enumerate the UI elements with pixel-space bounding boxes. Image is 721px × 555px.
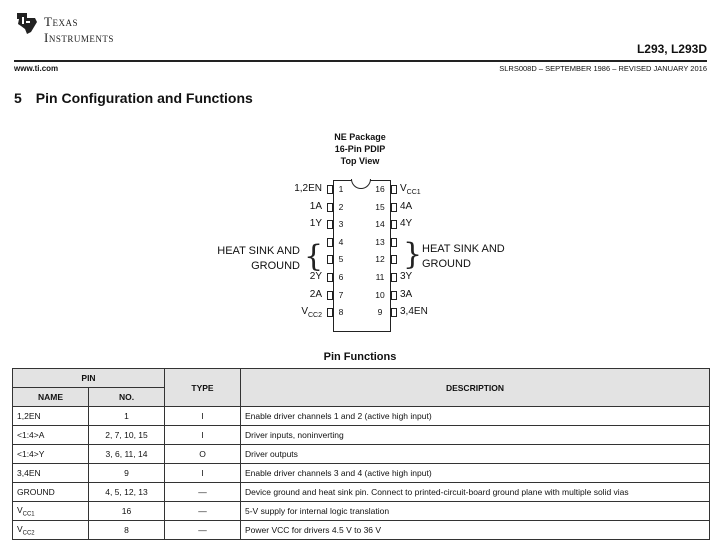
table-row [13, 407, 710, 426]
pin-label [400, 289, 460, 300]
pin-stub [327, 185, 333, 194]
pin-label-text: 1A [309, 200, 322, 212]
cell-pin-name [13, 426, 89, 445]
pin-label [400, 201, 460, 212]
pin-stub [327, 238, 333, 247]
logo-text-instruments: Instruments [44, 30, 114, 45]
pin-stub [391, 185, 397, 194]
cell-pin-no-text: 4, 5, 12, 13 [105, 487, 148, 497]
cell-pin-no [89, 445, 165, 464]
pin-number: 10 [375, 289, 385, 300]
cell-pin-no [89, 483, 165, 502]
cell-type [165, 521, 241, 540]
header-type: TYPE [165, 369, 241, 407]
pin-label [262, 201, 322, 212]
heat-sink-left-line2: GROUND [251, 260, 300, 272]
cell-type-text: — [198, 506, 207, 516]
cell-description-text: Enable driver channels 3 and 4 (active high input) [245, 468, 432, 478]
pin-label-text: 3,4EN [400, 306, 428, 318]
cell-description-text: Power VCC for drivers 4.5 V to 36 V [245, 525, 382, 535]
pin-stub [327, 203, 333, 212]
pin-stub [327, 308, 333, 317]
cell-pin-name-text: <1:4>A [17, 430, 45, 440]
table-body [13, 407, 710, 540]
cell-pin-no-text: 2, 7, 10, 15 [105, 430, 148, 440]
pin-number: 2 [338, 201, 344, 212]
document-id: SLRS008D – SEPTEMBER 1986 – REVISED JANUARY 2016 [499, 64, 707, 73]
table-row [13, 445, 710, 464]
pin-number: 9 [377, 307, 383, 318]
cell-description-text: 5-V supply for internal logic translation [245, 506, 390, 516]
cell-description-text: Device ground and heat sink pin. Connect to printed-circuit-board ground plane with multiple solid vias [245, 487, 629, 497]
cell-type-text: — [198, 487, 207, 497]
package-view: Top View [340, 156, 380, 166]
cell-pin-no-text: 8 [124, 525, 129, 535]
pin-number: 3 [338, 219, 344, 230]
website-link[interactable]: www.ti.com [14, 64, 59, 73]
cell-type-text: I [201, 411, 204, 421]
pin-label-text: 1,2EN [294, 183, 322, 194]
pin-number: 12 [375, 254, 385, 265]
pin-label [400, 183, 460, 196]
table-row [13, 483, 710, 502]
pin-label [400, 218, 460, 229]
table-row [13, 464, 710, 483]
pin-number: 11 [375, 272, 385, 282]
pin-number: 6 [338, 272, 344, 282]
pin-label [262, 218, 322, 229]
cell-description [241, 521, 710, 540]
cell-description [241, 502, 710, 521]
pin-stub [327, 220, 333, 229]
pin-stub [391, 238, 397, 247]
cell-pin-name-text: V [17, 523, 23, 534]
pin-stub [391, 255, 397, 264]
cell-pin-name-text: <1:4>Y [17, 449, 45, 459]
heat-sink-label-left [204, 244, 300, 274]
pin-stub [391, 203, 397, 212]
cell-type [165, 407, 241, 426]
heat-sink-label-right [422, 242, 532, 272]
cell-pin-no-text: 16 [121, 506, 132, 516]
cell-pin-name [13, 445, 89, 464]
cell-description [241, 407, 710, 426]
pin-stub [391, 220, 397, 229]
section-number: 5 [14, 90, 22, 106]
cell-pin-name [13, 464, 89, 483]
cell-type-text: — [198, 525, 207, 535]
section-title: Pin Configuration and Functions [35, 90, 253, 106]
cell-pin-no-text: 9 [124, 468, 129, 478]
brace-right-icon: } [403, 237, 423, 272]
pin-label [400, 271, 460, 282]
pin-label-text: 2A [309, 288, 322, 300]
cell-pin-name [13, 407, 89, 426]
pin-stub [391, 273, 397, 282]
cell-subscript: CC2 [22, 530, 35, 537]
texas-state-logo-icon [14, 10, 40, 36]
cell-pin-no [89, 502, 165, 521]
cell-pin-name-text: GROUND [17, 487, 55, 497]
pin-stub [327, 291, 333, 300]
cell-type [165, 426, 241, 445]
cell-description [241, 483, 710, 502]
brace-left-icon: { [304, 239, 324, 274]
header-description: DESCRIPTION [241, 369, 710, 407]
pin-label-text: 4A [400, 200, 413, 212]
logo-text-texas: Texas [44, 14, 78, 29]
section-heading [14, 90, 253, 106]
pin-stub [327, 255, 333, 264]
ti-logo [14, 10, 154, 46]
cell-pin-no-text: 1 [124, 411, 129, 421]
cell-pin-no [89, 426, 165, 445]
pin-label-text: 1Y [309, 218, 322, 230]
pin-number: 14 [375, 219, 385, 230]
cell-type [165, 445, 241, 464]
cell-type [165, 483, 241, 502]
pin-number: 1 [338, 184, 344, 194]
pin-label-text: 3A [400, 288, 413, 300]
pin-label [400, 306, 460, 317]
cell-type-text: I [201, 430, 204, 440]
cell-type-text: O [199, 449, 206, 459]
pin-stub [327, 273, 333, 282]
cell-pin-no [89, 407, 165, 426]
cell-pin-name [13, 502, 89, 521]
table-row [13, 426, 710, 445]
pin-number: 16 [375, 184, 385, 194]
heat-sink-right-line1: HEAT SINK AND [422, 243, 505, 255]
cell-description [241, 445, 710, 464]
cell-subscript: CC1 [22, 511, 35, 518]
heat-sink-right-line2: GROUND [422, 258, 471, 270]
pin-label-text: 3Y [400, 271, 413, 282]
cell-pin-no [89, 464, 165, 483]
table-row [13, 502, 710, 521]
table-title: Pin Functions [323, 351, 397, 363]
cell-description [241, 426, 710, 445]
part-number: L293, L293D [636, 42, 707, 56]
package-title [300, 131, 420, 167]
pin-label [262, 183, 322, 194]
pin-stub [391, 291, 397, 300]
cell-description-text: Driver inputs, noninverting [245, 430, 344, 440]
cell-description [241, 464, 710, 483]
cell-type [165, 464, 241, 483]
cell-pin-no-text: 3, 6, 11, 14 [105, 449, 148, 459]
header-name: NAME [13, 388, 89, 407]
header-divider [14, 60, 707, 62]
pin-label [262, 289, 322, 300]
heat-sink-left-line1: HEAT SINK AND [217, 245, 300, 257]
cell-description-text: Enable driver channels 1 and 2 (active high input) [245, 411, 432, 421]
cell-pin-name [13, 521, 89, 540]
pin-number: 7 [338, 289, 344, 300]
package-type: 16-Pin PDIP [334, 144, 386, 154]
pin-number: 4 [338, 236, 344, 247]
cell-type-text: I [201, 468, 204, 478]
pin-number: 15 [375, 201, 385, 212]
table-row [13, 521, 710, 540]
pin-label-subscript: CC1 [406, 189, 421, 196]
cell-type [165, 502, 241, 521]
pin-label-subscript: CC2 [307, 312, 322, 320]
cell-pin-name-text: V [17, 504, 23, 515]
pin-number: 13 [375, 236, 385, 247]
pin-label-text: 4Y [400, 218, 413, 230]
pin-label-text: V [400, 183, 407, 194]
header-no: NO. [89, 388, 165, 407]
pin-functions-table [12, 368, 710, 540]
cell-description-text: Driver outputs [245, 449, 298, 459]
pin-label [262, 306, 322, 319]
cell-pin-name-text: 1,2EN [17, 411, 41, 421]
pin-label-text: V [301, 306, 308, 318]
package-name: NE Package [334, 132, 386, 142]
cell-pin-name [13, 483, 89, 502]
pin-number: 5 [338, 254, 344, 265]
header-pin: PIN [13, 369, 165, 388]
pin-label-text: 2Y [309, 271, 322, 282]
cell-pin-no [89, 521, 165, 540]
pin-number: 8 [338, 307, 344, 318]
pin-stub [391, 308, 397, 317]
cell-pin-name-text: 3,4EN [17, 468, 41, 478]
